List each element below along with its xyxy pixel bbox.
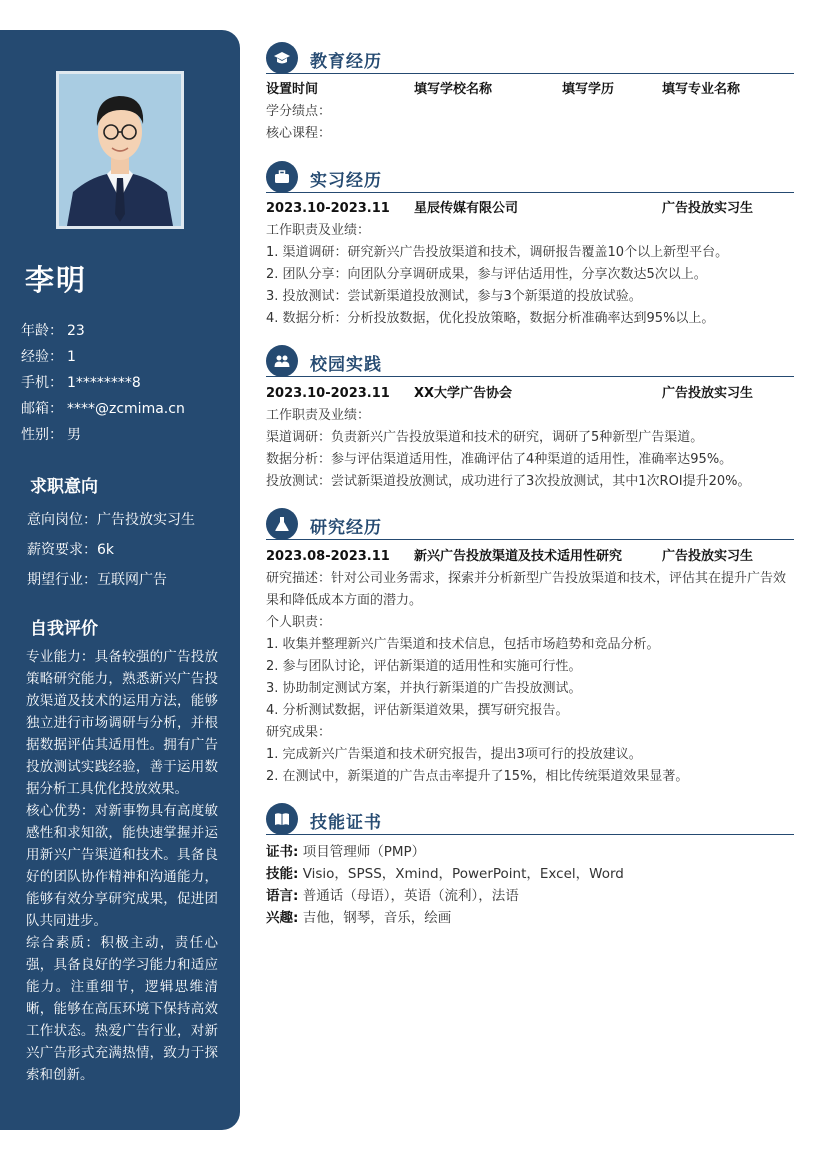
research-line: 2. 在测试中，新渠道的广告点击率提升了15%，相比传统渠道效果显著。: [266, 769, 689, 784]
self-eval-paragraph: 专业能力：具备较强的广告投放策略研究能力，熟悉新兴广告投放渠道及技术的运用方法，能够独立进行市场调研与分析，并根据数据评估其适用性。拥有广告投放测试实践经验，善于运用数据分析工具优化投放效果。: [26, 649, 218, 797]
divider: [266, 192, 794, 193]
research-date: 2023.08-2023.11: [266, 549, 390, 564]
self-eval-paragraph: 核心优势：对新事物具有高度敏感性和求知欲，能快速掌握并运用新兴广告渠道和技术。具备良好的团队协作精神和沟通能力，能够有效分享研究成果，促进团队共同进步。: [26, 803, 218, 929]
divider: [266, 73, 794, 74]
skill-tools: 技能: Visio，SPSS，Xmind，PowerPoint，Excel，Word: [266, 866, 624, 882]
info-experience: 经验： 1: [21, 349, 76, 365]
research-title: 研究经历: [310, 518, 382, 538]
education-courses: 核心课程：: [266, 126, 332, 141]
internship-line: 1. 渠道调研：研究新兴广告投放渠道和技术，调研报告覆盖10个以上新型平台。: [266, 245, 729, 260]
campus-line: 投放测试：尝试新渠道投放测试，成功进行了3次投放测试，其中1次ROI提升20%。: [266, 474, 751, 489]
research-line: 个人职责：: [266, 615, 332, 630]
internship-line: 工作职责及业绩：: [266, 223, 371, 238]
education-degree: 填写学历: [562, 82, 615, 97]
research-block: [266, 546, 794, 788]
campus-role: 广告投放实习生: [662, 386, 754, 401]
research-line: 2. 参与团队讨论，评估新渠道的适用性和实施可行性。: [266, 659, 582, 674]
people-icon: [266, 345, 298, 377]
skills-section-header: [266, 803, 794, 835]
internship-date: 2023.10-2023.11: [266, 201, 390, 216]
research-line: 3. 协助制定测试方案，并执行新渠道的广告投放测试。: [266, 681, 582, 696]
campus-section-header: [266, 345, 794, 377]
internship-company: 星辰传媒有限公司: [414, 201, 519, 216]
campus-block: [266, 383, 794, 493]
skill-languages: 语言: 普通话（母语），英语（流利），法语: [266, 888, 519, 904]
research-line: 4. 分析测试数据，评估新渠道效果，撰写研究报告。: [266, 703, 569, 718]
campus-line: 工作职责及业绩：: [266, 408, 371, 423]
flask-icon: [266, 508, 298, 540]
intent-industry: 期望行业：互联网广告: [27, 572, 167, 588]
skills-block: [266, 841, 794, 929]
avatar: [56, 71, 184, 229]
info-phone: 手机： 1********8: [21, 375, 141, 391]
job-intent: [27, 510, 195, 600]
education-gpa: 学分绩点：: [266, 104, 332, 119]
campus-line: 数据分析：参与评估渠道适用性，准确评估了4种渠道的适用性，准确率达95%。: [266, 452, 733, 467]
internship-section-header: [266, 161, 794, 193]
internship-line: 3. 投放测试：尝试新渠道投放测试，参与3个新渠道的投放试验。: [266, 289, 642, 304]
research-project: 新兴广告投放渠道及技术适用性研究: [414, 549, 623, 564]
divider: [266, 376, 794, 377]
research-description: 研究描述：针对公司业务需求，探索并分析新型广告投放渠道和技术，评估其在提升广告效果和降低成本方面的潜力。: [266, 571, 787, 608]
campus-org: XX大学广告协会: [414, 386, 513, 401]
divider: [266, 834, 794, 835]
research-line: 1. 收集并整理新兴广告渠道和技术信息，包括市场趋势和竞品分析。: [266, 637, 660, 652]
book-icon: [266, 803, 298, 835]
education-header-row: [266, 79, 794, 101]
sidebar: [0, 30, 240, 1130]
divider: [266, 539, 794, 540]
research-line: 1. 完成新兴广告渠道和技术研究报告，提出3项可行的投放建议。: [266, 747, 642, 762]
campus-line: 渠道调研：负责新兴广告投放渠道和技术的研究，调研了5种新型广告渠道。: [266, 430, 704, 445]
research-header-row: [266, 546, 794, 568]
internship-role: 广告投放实习生: [662, 201, 754, 216]
research-role: 广告投放实习生: [662, 549, 754, 564]
intent-salary: 薪资要求：6k: [27, 542, 115, 558]
skill-interests: 兴趣: 吉他，钢琴，音乐，绘画: [266, 910, 452, 926]
skill-certificate: 证书: 项目管理师（PMP）: [266, 844, 426, 860]
self-eval-paragraph: 综合素质：积极主动，责任心强，具备良好的学习能力和适应能力。注重细节，逻辑思维清晰，能够在高压环境下保持高效工作状态。热爱广告行业，对新兴广告形式充满热情，致力于探索和创新。: [26, 935, 218, 1083]
graduation-cap-icon: [266, 42, 298, 74]
intent-position: 意向岗位：广告投放实习生: [27, 512, 195, 528]
education-block: [266, 79, 794, 145]
candidate-name: 李明: [25, 263, 88, 297]
internship-header-row: [266, 198, 794, 220]
education-time: 设置时间: [266, 82, 319, 97]
internship-title: 实习经历: [310, 171, 382, 191]
internship-line: 2. 团队分享：向团队分享调研成果，参与评估适用性，分享次数达5次以上。: [266, 267, 707, 282]
campus-title: 校园实践: [310, 355, 382, 375]
internship-line: 4. 数据分析：分析投放数据，优化投放策略，数据分析准确率达到95%以上。: [266, 311, 715, 326]
education-major: 填写专业名称: [662, 82, 741, 97]
self-eval-title: 自我评价: [30, 619, 98, 639]
campus-date: 2023.10-2023.11: [266, 386, 390, 401]
basic-info: [21, 318, 185, 448]
education-section-header: [266, 42, 794, 74]
research-line: 研究成果：: [266, 725, 332, 740]
campus-header-row: [266, 383, 794, 405]
info-email: 邮箱： ****@zcmima.cn: [21, 401, 185, 417]
education-school: 填写学校名称: [414, 82, 493, 97]
self-evaluation: [26, 646, 218, 1086]
info-gender: 性别： 男: [21, 427, 81, 443]
intent-title: 求职意向: [30, 477, 98, 497]
research-section-header: [266, 508, 794, 540]
internship-block: [266, 198, 794, 330]
education-title: 教育经历: [310, 52, 382, 72]
skills-title: 技能证书: [310, 813, 382, 833]
info-age: 年龄： 23: [21, 323, 85, 339]
briefcase-icon: [266, 161, 298, 193]
